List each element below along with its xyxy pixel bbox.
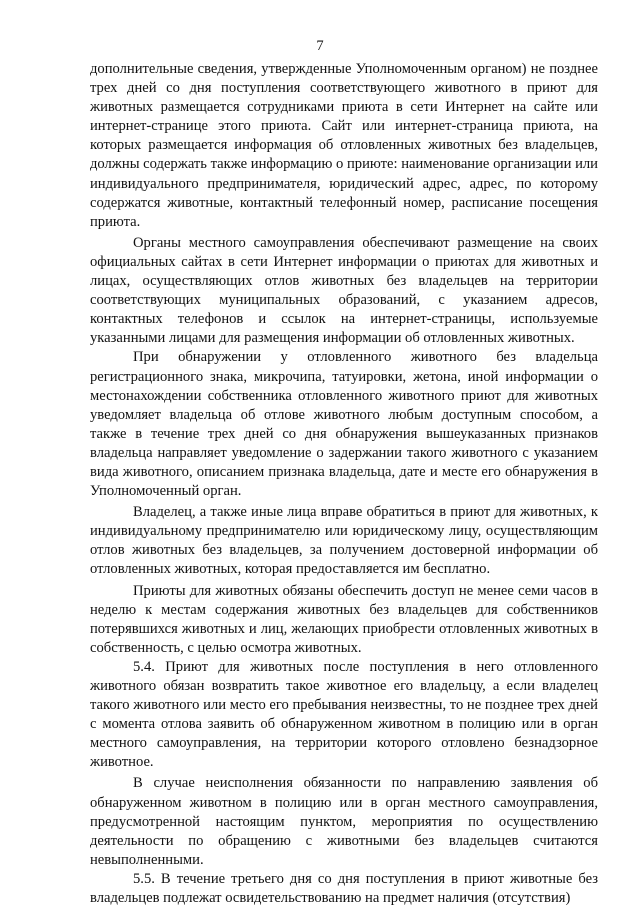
paragraph-shelter-info: дополнительные сведения, утвержденные Уполномоченным органом) не позднее трех дней со дня поступления соответствующего животного в приют для животных размещается сотрудниками приюта в сети Интернет на сайте или интернет-странице этого приюта. Сайт или интернет-страница приюта, на которых размещается информация об отловленных животных без владельцев, должны содержать также информацию о приюте: наименование организации или индивидуального предпринимателя, юридический адрес, адрес, по которому содержатся животные, контактный телефонный номер, расписание посещения приюта.: [90, 61, 598, 230]
page-number: 7: [316, 38, 324, 54]
paragraph-5-5: 5.5. В течение третьего дня со дня поступления в приют животные без владельцев подлежат освидетельствованию на предмет наличия (отсутствия): [90, 870, 598, 907]
document-body: [90, 60, 598, 908]
paragraph-owner-rights: Владелец, а также иные лица вправе обратиться в приют для животных, к индивидуальному предпринимателю или юридическому лицу, осуществляющим отлов животных без владельцев, за получением достоверной информации об отловленных животных, которая предоставляется им бесплатно.: [90, 504, 598, 578]
paragraph-5-4: 5.4. Приют для животных после поступления в него отловленного животного обязан возвратить такое животное его владельцу, а если владелец такого животного или место его пребывания неизвестны, то не позднее трех дней с момента отлова заявить об обнаруженном животном в полицию или в орган местного самоуправления, на территории которого отловлено безнадзорное животное.: [90, 658, 598, 771]
paragraph-owner-identification: При обнаружении у отловленного животного без владельца регистрационного знака, микрочипа, татуировки, жетона, иной информации о местонахождении собственника отловленного животного приют для животных уведомляет владельца об отлове животного любым доступным способом, а также в течение трех дней со дня обнаружения вышеуказанных признаков владельца направляет уведомление о задержании такого животного с указанием вида животного, описанием признака владельца, дате и месте его обнаружения в Уполномоченный орган.: [90, 349, 598, 500]
paragraph-local-government: Органы местного самоуправления обеспечивают размещение на своих официальных сайтах в сети Интернет информации о приютах для животных и лицах, осуществляющих отлов животных без владельцев на территории соответствующих муниципальных образований, с указанием адресов, контактных телефонов и ссылок на интернет-страницы, используемые указанными лицами для размещения информации об отловленных животных.: [90, 234, 598, 347]
paragraph-shelter-access: Приюты для животных обязаны обеспечить доступ не менее семи часов в неделю к местам содержания животных без владельцев для собственников потерявшихся животных и лиц, желающих приобрести отловленных животных в собственность, с целью осмотра животных.: [90, 582, 598, 656]
paragraph-non-fulfilment: В случае неисполнения обязанности по направлению заявления об обнаруженном животном в полицию или в орган местного самоуправления, предусмотренной настоящим пунктом, мероприятия по осуществлению деятельности по обращению с животными без владельцев считаются невыполненными.: [90, 775, 598, 868]
